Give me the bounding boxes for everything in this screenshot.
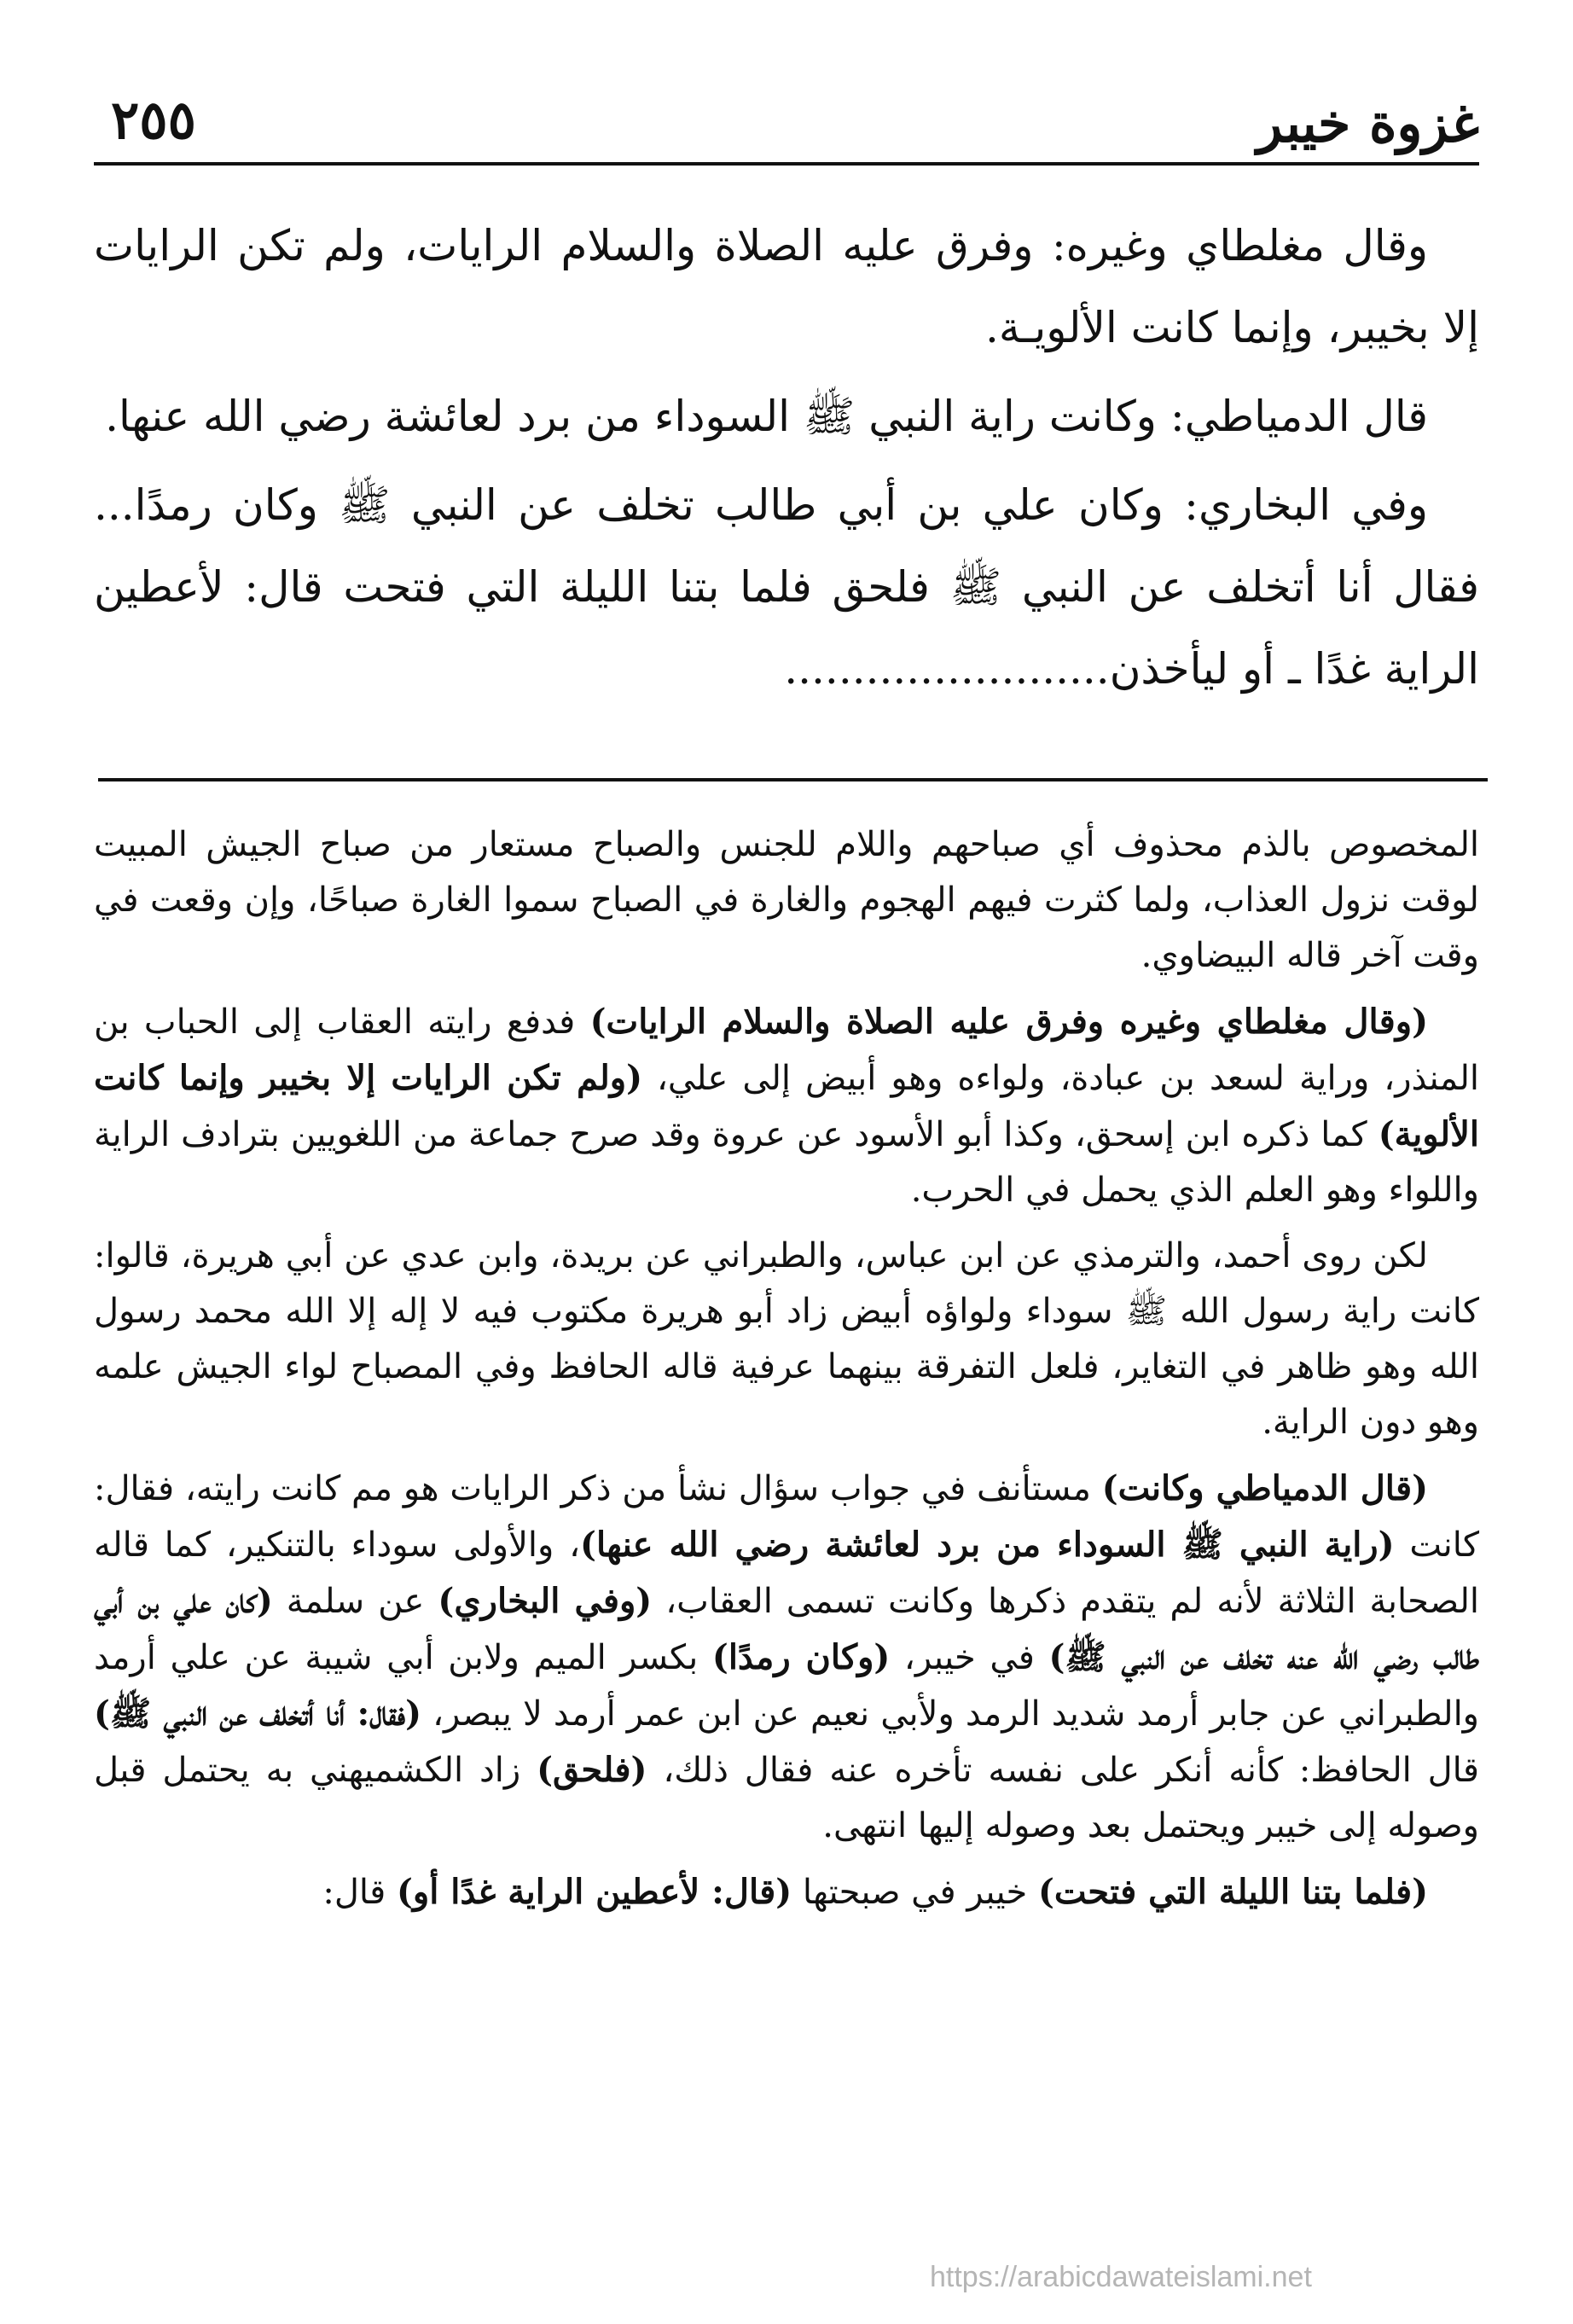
- commentary-text-run: قال الحافظ: كأنه أنكر على نفسه تأخره عنه فقال ذلك،: [647, 1751, 1479, 1790]
- commentary-text-run: كما ذكره ابن إسحق، وكذا أبو الأسود عن عروة وقد صرح جماعة من اللغويين بترادف الراية واللواء وهو العلم الذي يحمل في الحرب.: [94, 1115, 1479, 1210]
- commentary-paragraph: [94, 1864, 1479, 1920]
- quoted-text: (قال: لأعطين الراية غدًا أو): [396, 1872, 792, 1912]
- commentary-text-run: قال:: [322, 1873, 397, 1912]
- quoted-text: (فلما بتنا الليلة التي فتحت): [1038, 1872, 1428, 1912]
- section-divider: [98, 778, 1488, 781]
- main-paragraph: قال الدمياطي: وكانت راية النبي ﷺ السوداء من برد لعائشة رضي الله عنها.: [105, 392, 1428, 441]
- quoted-text: (فقال: أنا أتخلف عن النبي ﷺ): [94, 1694, 422, 1734]
- commentary-text-run: بكسر الميم ولابن أبي شيبة عن علي أرمد والطبراني عن جابر أرمد شديد الرمد ولأبي نعيم عن ابن عمر أرمد لا يبصر،: [94, 1638, 1479, 1734]
- commentary-text-run: فدفع رايته العقاب إلى الحباب بن المنذر، وراية لسعد بن عبادة، ولواءه وهو أبيض إلى علي،: [94, 1002, 1480, 1098]
- main-text: [94, 205, 1479, 717]
- quoted-text: (راية النبي ﷺ السوداء من برد لعائشة رضي الله عنها): [580, 1525, 1395, 1565]
- quoted-text: (وكان رمدًا): [711, 1637, 891, 1677]
- commentary-paragraph: [94, 994, 1479, 1218]
- main-paragraph: وقال مغلطاي وغيره: وفرق عليه الصلاة والسلام الرايات، ولم تكن الرايات إلا بخيبر، وإنما كانت الألويـة.: [94, 221, 1479, 352]
- watermark-url: https://arabicdawateislami.net: [930, 2261, 1312, 2293]
- page-number: ٢٥٥: [111, 89, 196, 151]
- commentary-paragraph: المخصوص بالذم محذوف أي صباحهم واللام للجنس والصباح مستعار من صباح الجيش المبيت لوقت نزول العذاب، ولما كثرت فيهم الهجوم والغارة في الصباح سموا الغارة صباحًا، وإن وقعت في وقت آخر قاله البيضاوي.: [94, 825, 1479, 975]
- commentary-paragraph: [94, 1461, 1479, 1854]
- commentary-text-run: في خيبر،: [890, 1638, 1049, 1677]
- commentary-text-run: مستأنف في جواب سؤال نشأ من ذكر الرايات هو مم كانت رايته، فقال: كانت: [94, 1469, 1480, 1565]
- commentary-paragraph: لكن روى أحمد، والترمذي عن ابن عباس، والطبراني عن بريدة، وابن عدي عن أبي هريرة، قالوا: كانت راية رسول الله ﷺ سوداء ولواؤه أبيض زاد أبو هريرة مكتوب فيه لا إله إلا الله محمد رسول الله وهو ظاهر في التغاير، فلعل التفرقة بينهما عرفية قاله الحافظ وفي المصباح لواء الجيش علمه وهو دون الراية.: [94, 1236, 1479, 1442]
- commentary-text-run: خيبر في صبحتها: [792, 1873, 1038, 1912]
- quoted-text: (وفي البخاري): [438, 1581, 653, 1621]
- quoted-text: (ولم تكن الرايات إلا بخيبر وإنما كانت الألوية): [94, 1058, 1479, 1154]
- commentary-text-run: ، والأولى سوداء بالتنكير، كما قاله الصحابة الثلاثة لأنه لم يتقدم ذكرها وكانت تسمى العقاب،: [94, 1525, 1479, 1621]
- quoted-text: (قال الدمياطي وكانت): [1101, 1468, 1429, 1508]
- quoted-text: (كان علي بن أبي طالب رضي الله عنه تخلف عن النبي ﷺ): [94, 1581, 1480, 1677]
- commentary-text-run: عن سلمة: [272, 1582, 438, 1621]
- quoted-text: (فلحق): [537, 1750, 647, 1790]
- page-header: [94, 85, 1479, 166]
- main-paragraph: وفي البخاري: وكان علي بن أبي طالب تخلف عن النبي ﷺ وكان رمدًا... فقال أنا أتخلف عن النبي ﷺ فلحق فلما بتنا الليلة التي فتحت قال: لأعطين الراية غدًا ـ أو ليأخذن........................: [94, 480, 1479, 694]
- quoted-text: (وقال مغلطاي وغيره وفرق عليه الصلاة والسلام الرايات): [589, 1002, 1429, 1042]
- commentary-text: [94, 817, 1479, 1931]
- chapter-title: غزوة خيبر: [1257, 92, 1479, 154]
- commentary-text-run: زاد الكشميهني به يحتمل قبل وصوله إلى خيبر ويحتمل بعد وصوله إليها انتهى.: [94, 1751, 1479, 1845]
